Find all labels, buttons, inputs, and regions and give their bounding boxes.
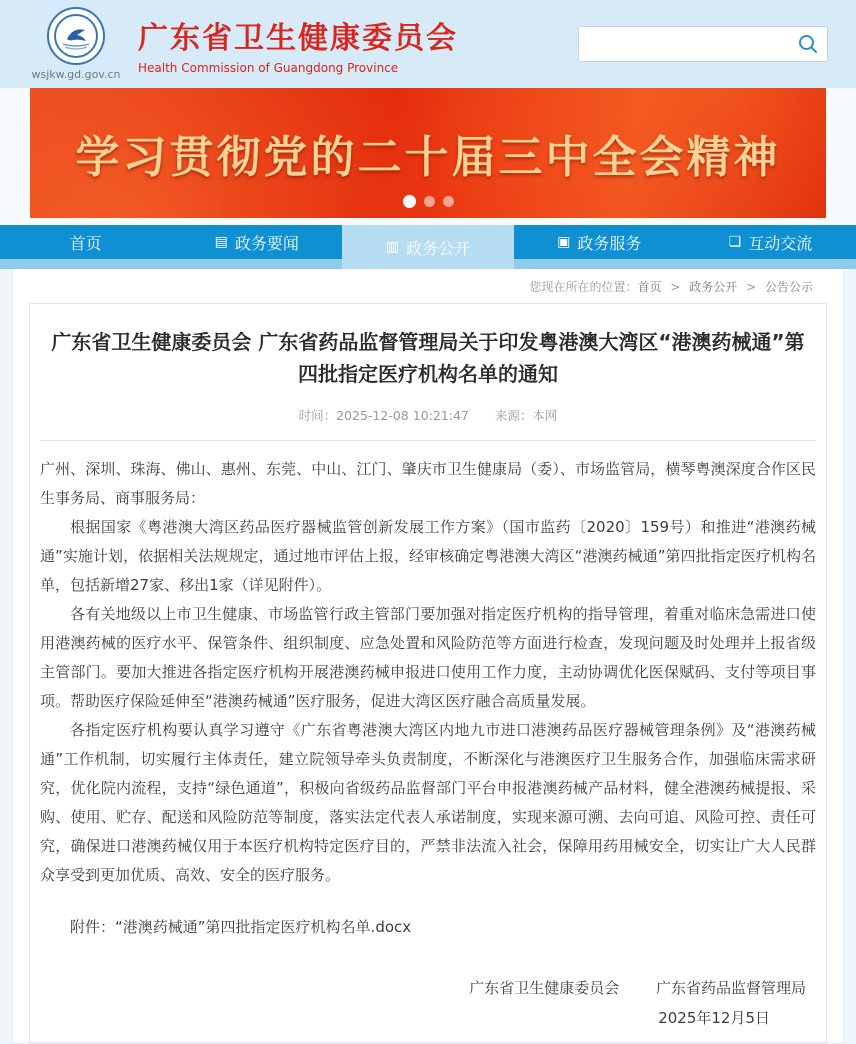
- title-divider: [40, 440, 816, 441]
- nav-item[interactable]: [0, 225, 171, 259]
- attachment-link[interactable]: “港澳药械通”第四批指定医疗机构名单.docx: [115, 918, 412, 936]
- article: [29, 303, 827, 1043]
- nav-item-label: 政务公开: [406, 238, 471, 258]
- banner-section: [0, 88, 856, 225]
- page-body: [0, 269, 856, 1044]
- nav-item-label: 首页: [69, 233, 102, 253]
- breadcrumb: [29, 269, 827, 303]
- site-domain: wsjkw.gd.gov.cn: [31, 68, 121, 81]
- nav-item-label: 政务服务: [577, 233, 642, 253]
- signature-date: 2025年12月5日: [658, 1009, 770, 1027]
- attachment-row: [40, 916, 816, 937]
- signature-row: [40, 977, 816, 998]
- content-panel: [12, 269, 844, 1044]
- carousel-dot[interactable]: [424, 196, 435, 207]
- signature-org-2: 广东省药品监督管理局: [655, 979, 806, 997]
- nav-item-icon: ❏: [728, 234, 742, 250]
- carousel-dots: [30, 195, 826, 208]
- signature-org-1: 广东省卫生健康委员会: [469, 979, 620, 997]
- article-meta: [40, 406, 816, 424]
- breadcrumb-link[interactable]: 政务公开: [689, 279, 738, 294]
- breadcrumb-separator: >: [670, 279, 681, 294]
- banner-slogan: 学习贯彻党的二十届三中全会精神: [75, 132, 781, 183]
- breadcrumb-link[interactable]: 首页: [637, 279, 662, 294]
- nav-item-icon: ▣: [557, 234, 571, 250]
- nav-item-label: 政务要闻: [234, 233, 299, 253]
- carousel-dot[interactable]: [443, 196, 454, 207]
- article-source: 来源：本网: [494, 408, 558, 423]
- article-paragraph: 根据国家《粤港澳大湾区药品医疗器械监管创新发展工作方案》（国市监药〔2020〕159号）和推进“港澳药械通”实施计划，依据相关法规规定，通过地市评估上报，经审核确定粤港澳大湾区“港澳药械通”第四批指定医疗机构名单，包括新增27家、移出1家（详见附件）。: [40, 518, 816, 594]
- main-nav: [0, 225, 856, 269]
- article-body: [40, 455, 816, 890]
- nav-item-icon: ▤: [214, 234, 228, 250]
- article-time: 时间：2025-12-08 10:21:47: [298, 408, 469, 423]
- attachment-label: 附件：: [70, 918, 116, 936]
- site-header: [0, 0, 856, 88]
- nav-item-label: 互动交流: [748, 233, 813, 253]
- article-title: 广东省卫生健康委员会 广东省药品监督管理局关于印发粤港澳大湾区“港澳药械通”第四批指定医疗机构名单的通知: [51, 330, 805, 386]
- nav-item[interactable]: [342, 225, 513, 269]
- search-box[interactable]: [578, 26, 828, 62]
- site-title: 广东省卫生健康委员会: [138, 21, 458, 56]
- breadcrumb-prefix: 您现在所在的位置：: [529, 279, 638, 294]
- nav-item[interactable]: [514, 225, 685, 259]
- search-icon[interactable]: [797, 33, 819, 55]
- nav-item-icon: ▥: [385, 239, 400, 255]
- carousel-dot[interactable]: [403, 195, 416, 208]
- nav-item[interactable]: [171, 225, 342, 259]
- banner-carousel[interactable]: [30, 88, 826, 218]
- health-commission-emblem-icon: [47, 7, 105, 65]
- article-paragraph: 各有关地级以上市卫生健康、市场监管行政主管部门要加强对指定医疗机构的指导管理，着重对临床急需进口使用港澳药械的医疗水平、保管条件、组织制度、应急处置和风险防范等方面进行检查，发现问题及时处理并上报省级主管部门。要加大推进各指定医疗机构开展港澳药械申报进口使用工作力度，主动协调优化医保赋码、支付等项目事项。帮助医疗保险延伸至“港澳药械通”医疗服务，促进大湾区医疗融合高质量发展。: [40, 605, 816, 710]
- article-paragraph: 广州、深圳、珠海、佛山、惠州、东莞、中山、江门、肇庆市卫生健康局（委）、市场监管局，横琴粤澳深度合作区民生事务局、商事服务局：: [40, 460, 816, 507]
- site-subtitle: Health Commission of Guangdong Province: [138, 61, 399, 75]
- nav-item[interactable]: [685, 225, 856, 259]
- site-logo[interactable]: [28, 7, 124, 81]
- breadcrumb-link[interactable]: 公告公示: [764, 279, 813, 294]
- search-input[interactable]: [589, 37, 797, 52]
- breadcrumb-separator: >: [746, 279, 757, 294]
- article-paragraph: 各指定医疗机构要认真学习遵守《广东省粤港澳大湾区内地九市进口港澳药品医疗器械管理条例》及“港澳药械通”工作机制，切实履行主体责任，建立院领导牵头负责制度，不断深化与港澳医疗卫生服务合作，加强临床需求研究，优化院内流程，支持“绿色通道”，积极向省级药品监督部门平台申报港澳药械产品材料，健全港澳药械提报、采购、使用、贮存、配送和风险防范等制度，落实法定代表人承诺制度，实现来源可溯、去向可追、风险可控、责任可究，确保进口港澳药械仅用于本医疗机构特定医疗目的，严禁非法流入社会，保障用药用械安全，切实让广大人民群众享受到更加优质、高效、安全的医疗服务。: [40, 721, 816, 884]
